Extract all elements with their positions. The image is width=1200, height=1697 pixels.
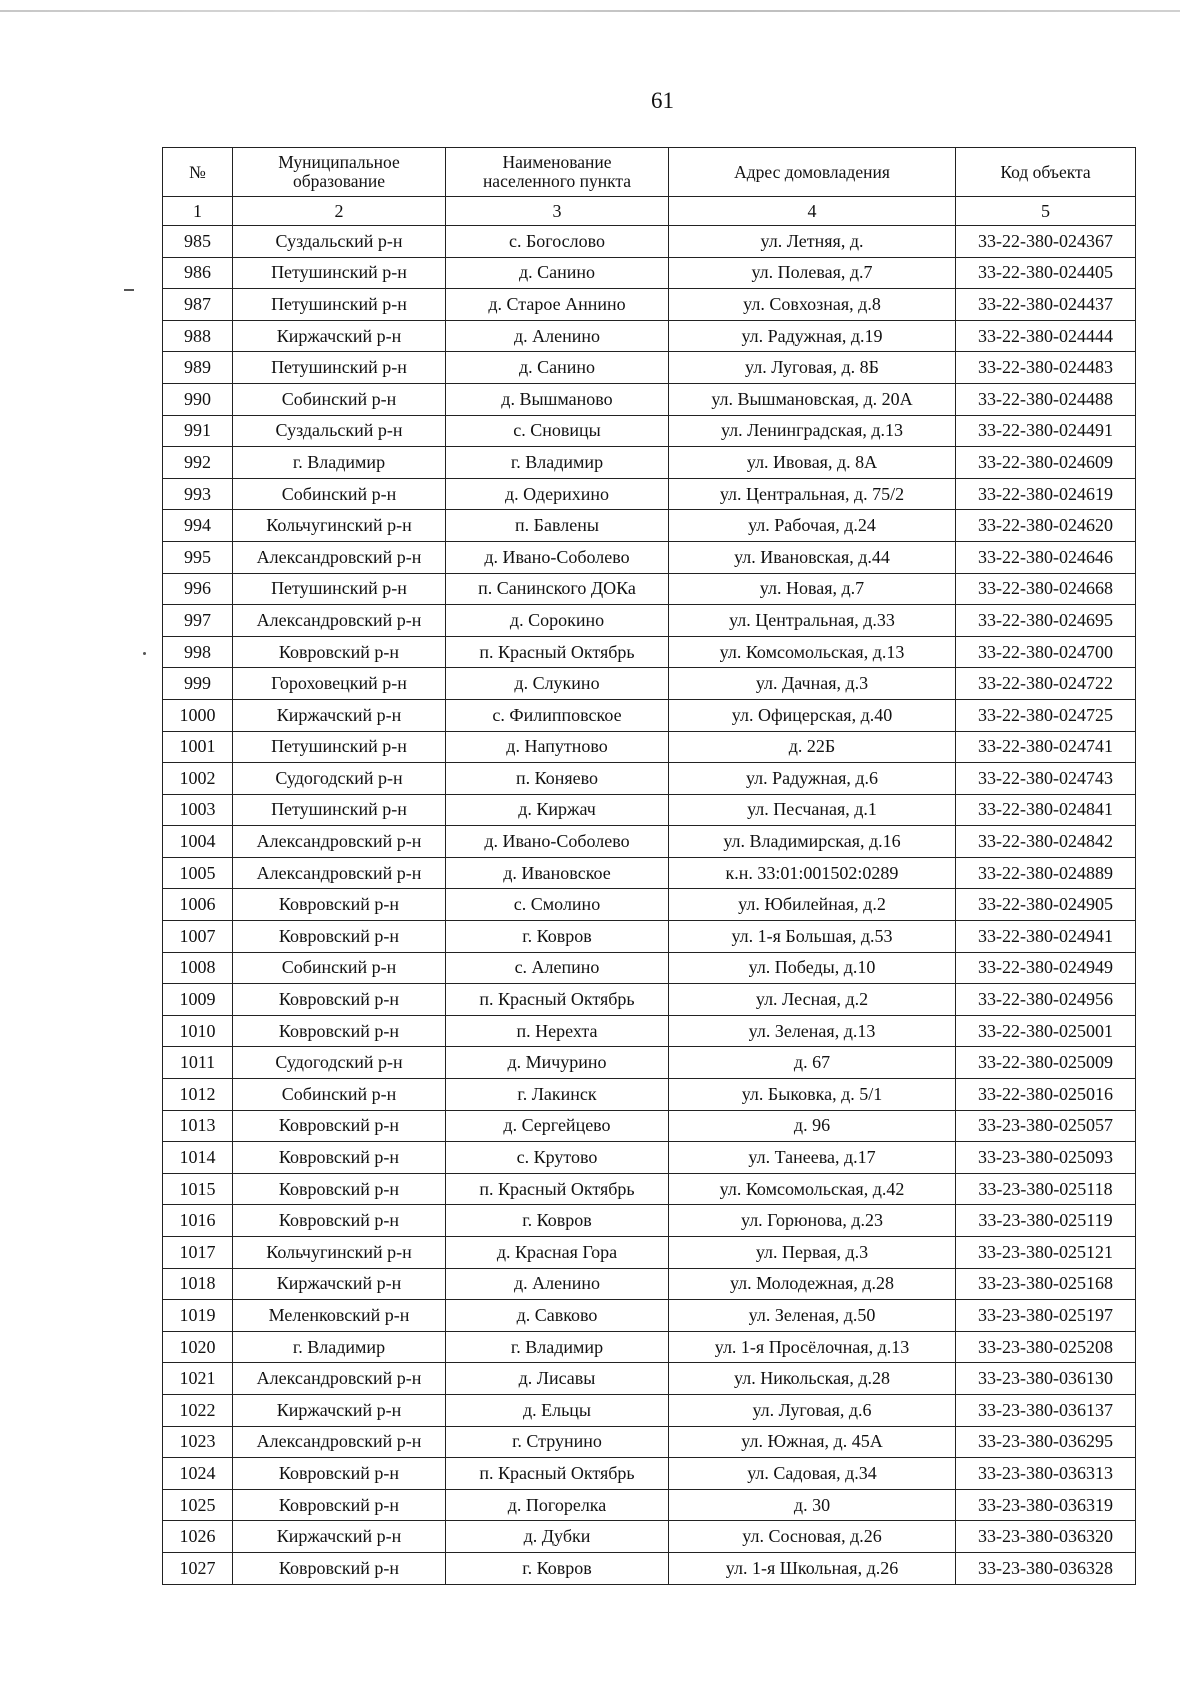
object-code-cell: 33-22-380-024646: [956, 541, 1136, 573]
municipality-cell: Ковровский р-н: [233, 636, 446, 668]
address-cell: ул. Дачная, д.3: [669, 668, 956, 700]
row-number: 1023: [163, 1426, 233, 1458]
municipality-cell: Ковровский р-н: [233, 1142, 446, 1174]
object-code-cell: 33-22-380-024741: [956, 731, 1136, 763]
locality-cell: с. Крутово: [446, 1142, 669, 1174]
municipality-cell: Петушинский р-н: [233, 257, 446, 289]
row-number: 990: [163, 383, 233, 415]
address-cell: ул. Песчаная, д.1: [669, 794, 956, 826]
table-row: [163, 1552, 1136, 1584]
address-cell: ул. Новая, д.7: [669, 573, 956, 605]
object-code-cell: 33-22-380-024725: [956, 699, 1136, 731]
table-row: [163, 352, 1136, 384]
table-row: [163, 921, 1136, 953]
row-number: 988: [163, 320, 233, 352]
table-row: [163, 857, 1136, 889]
locality-cell: г. Ковров: [446, 921, 669, 953]
table-row: [163, 952, 1136, 984]
object-code-cell: 33-22-380-024905: [956, 889, 1136, 921]
object-code-cell: 33-23-380-036320: [956, 1521, 1136, 1553]
municipality-cell: Собинский р-н: [233, 1079, 446, 1111]
locality-cell: п. Красный Октябрь: [446, 636, 669, 668]
locality-cell: г. Ковров: [446, 1552, 669, 1584]
row-number: 986: [163, 257, 233, 289]
row-number: 1026: [163, 1521, 233, 1553]
row-number: 989: [163, 352, 233, 384]
table-row: [163, 1015, 1136, 1047]
table-row: [163, 447, 1136, 479]
locality-cell: д. Старое Аннино: [446, 289, 669, 321]
object-code-cell: 33-23-380-036295: [956, 1426, 1136, 1458]
municipality-cell: Александровский р-н: [233, 541, 446, 573]
address-cell: ул. Комсомольская, д.42: [669, 1173, 956, 1205]
object-code-cell: 33-22-380-024722: [956, 668, 1136, 700]
row-number: 1009: [163, 984, 233, 1016]
header-municipality: [233, 148, 446, 197]
column-number: 1: [163, 197, 233, 226]
table-row: [163, 699, 1136, 731]
object-code-cell: 33-22-380-024700: [956, 636, 1136, 668]
object-code-cell: 33-22-380-024491: [956, 415, 1136, 447]
municipality-cell: Александровский р-н: [233, 1363, 446, 1395]
address-cell: ул. Никольская, д.28: [669, 1363, 956, 1395]
table-row: [163, 826, 1136, 858]
locality-cell: д. Санино: [446, 352, 669, 384]
header-locality: [446, 148, 669, 197]
address-cell: ул. Комсомольская, д.13: [669, 636, 956, 668]
object-code-cell: 33-23-380-025168: [956, 1268, 1136, 1300]
table-row: [163, 1426, 1136, 1458]
table-row: [163, 1300, 1136, 1332]
object-code-cell: 33-22-380-025016: [956, 1079, 1136, 1111]
address-cell: ул. Радужная, д.6: [669, 763, 956, 795]
object-code-cell: 33-22-380-025001: [956, 1015, 1136, 1047]
object-code-cell: 33-23-380-025057: [956, 1110, 1136, 1142]
address-cell: ул. Южная, д. 45А: [669, 1426, 956, 1458]
locality-cell: д. Ельцы: [446, 1394, 669, 1426]
municipality-cell: Александровский р-н: [233, 605, 446, 637]
municipality-cell: Киржачский р-н: [233, 699, 446, 731]
table-row: [163, 415, 1136, 447]
municipality-cell: Киржачский р-н: [233, 1268, 446, 1300]
address-cell: ул. 1-я Школьная, д.26: [669, 1552, 956, 1584]
object-code-cell: 33-22-380-024949: [956, 952, 1136, 984]
address-cell: ул. Сосновая, д.26: [669, 1521, 956, 1553]
header-address: Адрес домовладения: [669, 148, 956, 197]
municipality-cell: Киржачский р-н: [233, 1394, 446, 1426]
table-row: [163, 1047, 1136, 1079]
municipality-cell: Киржачский р-н: [233, 320, 446, 352]
header-object-code: Код объекта: [956, 148, 1136, 197]
table-row: [163, 320, 1136, 352]
table-row: [163, 1458, 1136, 1490]
address-cell: ул. Ленинградская, д.13: [669, 415, 956, 447]
municipality-cell: Ковровский р-н: [233, 1489, 446, 1521]
municipality-cell: Петушинский р-н: [233, 289, 446, 321]
address-cell: ул. Полевая, д.7: [669, 257, 956, 289]
locality-cell: д. Киржач: [446, 794, 669, 826]
table-row: [163, 1110, 1136, 1142]
object-code-cell: 33-23-380-025197: [956, 1300, 1136, 1332]
row-number: 1021: [163, 1363, 233, 1395]
row-number: 1013: [163, 1110, 233, 1142]
municipality-cell: г. Владимир: [233, 1331, 446, 1363]
row-number: 1015: [163, 1173, 233, 1205]
address-cell: ул. Ивановская, д.44: [669, 541, 956, 573]
row-number: 996: [163, 573, 233, 605]
object-code-cell: 33-23-380-025118: [956, 1173, 1136, 1205]
table-row: [163, 1079, 1136, 1111]
row-number: 1027: [163, 1552, 233, 1584]
header-municipality-text: Муниципальное образование: [278, 152, 400, 191]
locality-cell: г. Владимир: [446, 447, 669, 479]
table-row: [163, 478, 1136, 510]
column-number: 4: [669, 197, 956, 226]
table-row: [163, 573, 1136, 605]
object-code-cell: 33-22-380-024620: [956, 510, 1136, 542]
column-number: 5: [956, 197, 1136, 226]
row-number: 993: [163, 478, 233, 510]
locality-cell: д. Слукино: [446, 668, 669, 700]
table-body: [163, 226, 1136, 1585]
table-row: [163, 383, 1136, 415]
address-cell: д. 22Б: [669, 731, 956, 763]
table-row: [163, 984, 1136, 1016]
row-number: 1005: [163, 857, 233, 889]
row-number: 1014: [163, 1142, 233, 1174]
scan-edge-line: [0, 10, 1180, 12]
locality-cell: д. Напутново: [446, 731, 669, 763]
locality-cell: д. Аленино: [446, 1268, 669, 1300]
table-row: [163, 1268, 1136, 1300]
locality-cell: с. Богослово: [446, 226, 669, 258]
locality-cell: п. Нерехта: [446, 1015, 669, 1047]
object-code-cell: 33-22-380-024488: [956, 383, 1136, 415]
locality-cell: г. Струнино: [446, 1426, 669, 1458]
row-number: 1019: [163, 1300, 233, 1332]
locality-cell: д. Сергейцево: [446, 1110, 669, 1142]
locality-cell: д. Аленино: [446, 320, 669, 352]
address-cell: ул. 1-я Большая, д.53: [669, 921, 956, 953]
table-row: [163, 1363, 1136, 1395]
address-cell: ул. Зеленая, д.50: [669, 1300, 956, 1332]
municipality-cell: Ковровский р-н: [233, 1173, 446, 1205]
object-code-cell: 33-22-380-024609: [956, 447, 1136, 479]
municipality-cell: Ковровский р-н: [233, 1015, 446, 1047]
table-row: [163, 226, 1136, 258]
municipality-cell: Петушинский р-н: [233, 352, 446, 384]
row-number: 994: [163, 510, 233, 542]
object-code-cell: 33-23-380-036319: [956, 1489, 1136, 1521]
table-row: [163, 1173, 1136, 1205]
municipality-cell: Петушинский р-н: [233, 731, 446, 763]
table-row: [163, 605, 1136, 637]
municipality-cell: Ковровский р-н: [233, 1205, 446, 1237]
row-number: 1006: [163, 889, 233, 921]
locality-cell: д. Савково: [446, 1300, 669, 1332]
object-code-cell: 33-23-380-036313: [956, 1458, 1136, 1490]
locality-cell: д. Вышманово: [446, 383, 669, 415]
address-cell: ул. Горюнова, д.23: [669, 1205, 956, 1237]
address-cell: ул. Владимирская, д.16: [669, 826, 956, 858]
row-number: 1018: [163, 1268, 233, 1300]
locality-cell: д. Ивано-Соболево: [446, 826, 669, 858]
address-table: [162, 147, 1136, 1585]
locality-cell: п. Красный Октябрь: [446, 1458, 669, 1490]
object-code-cell: 33-23-380-036137: [956, 1394, 1136, 1426]
row-number: 997: [163, 605, 233, 637]
table-row: [163, 794, 1136, 826]
table-row: [163, 1331, 1136, 1363]
object-code-cell: 33-22-380-024743: [956, 763, 1136, 795]
municipality-cell: Александровский р-н: [233, 1426, 446, 1458]
object-code-cell: 33-22-380-024437: [956, 289, 1136, 321]
address-cell: ул. Быковка, д. 5/1: [669, 1079, 956, 1111]
municipality-cell: Судогодский р-н: [233, 763, 446, 795]
municipality-cell: Собинский р-н: [233, 478, 446, 510]
table-row: [163, 1394, 1136, 1426]
address-cell: ул. Юбилейная, д.2: [669, 889, 956, 921]
table-row: [163, 510, 1136, 542]
column-number-row: [163, 197, 1136, 226]
locality-cell: г. Лакинск: [446, 1079, 669, 1111]
locality-cell: д. Лисавы: [446, 1363, 669, 1395]
municipality-cell: Собинский р-н: [233, 383, 446, 415]
municipality-cell: г. Владимир: [233, 447, 446, 479]
row-number: 999: [163, 668, 233, 700]
object-code-cell: 33-22-380-024619: [956, 478, 1136, 510]
row-number: 1011: [163, 1047, 233, 1079]
row-number: 987: [163, 289, 233, 321]
locality-cell: п. Санинского ДОКа: [446, 573, 669, 605]
table-row: [163, 889, 1136, 921]
header-locality-text: Наименование населенного пункта: [482, 152, 632, 191]
row-number: 1017: [163, 1237, 233, 1269]
municipality-cell: Суздальский р-н: [233, 415, 446, 447]
object-code-cell: 33-22-380-024405: [956, 257, 1136, 289]
locality-cell: п. Бавлены: [446, 510, 669, 542]
address-cell: ул. Танеева, д.17: [669, 1142, 956, 1174]
municipality-cell: Меленковский р-н: [233, 1300, 446, 1332]
object-code-cell: 33-23-380-025093: [956, 1142, 1136, 1174]
municipality-cell: Петушинский р-н: [233, 573, 446, 605]
table-row: [163, 257, 1136, 289]
municipality-cell: Ковровский р-н: [233, 984, 446, 1016]
address-cell: ул. Луговая, д. 8Б: [669, 352, 956, 384]
locality-cell: д. Одерихино: [446, 478, 669, 510]
address-cell: ул. Вышмановская, д. 20А: [669, 383, 956, 415]
object-code-cell: 33-23-380-025119: [956, 1205, 1136, 1237]
municipality-cell: Ковровский р-н: [233, 889, 446, 921]
address-cell: ул. Ивовая, д. 8А: [669, 447, 956, 479]
object-code-cell: 33-23-380-025121: [956, 1237, 1136, 1269]
locality-cell: д. Ивановское: [446, 857, 669, 889]
object-code-cell: 33-22-380-024842: [956, 826, 1136, 858]
address-cell: ул. Молодежная, д.28: [669, 1268, 956, 1300]
table-row: [163, 668, 1136, 700]
object-code-cell: 33-22-380-024367: [956, 226, 1136, 258]
object-code-cell: 33-23-380-036130: [956, 1363, 1136, 1395]
row-number: 1007: [163, 921, 233, 953]
address-cell: ул. Садовая, д.34: [669, 1458, 956, 1490]
row-number: 1001: [163, 731, 233, 763]
column-number: 2: [233, 197, 446, 226]
column-number: 3: [446, 197, 669, 226]
municipality-cell: Ковровский р-н: [233, 1552, 446, 1584]
address-cell: ул. Центральная, д.33: [669, 605, 956, 637]
municipality-cell: Александровский р-н: [233, 826, 446, 858]
table-row: [163, 289, 1136, 321]
locality-cell: д. Красная Гора: [446, 1237, 669, 1269]
object-code-cell: 33-22-380-024956: [956, 984, 1136, 1016]
locality-cell: д. Ивано-Соболево: [446, 541, 669, 573]
row-number: 1002: [163, 763, 233, 795]
municipality-cell: Гороховецкий р-н: [233, 668, 446, 700]
locality-cell: д. Погорелка: [446, 1489, 669, 1521]
row-number: 1024: [163, 1458, 233, 1490]
row-number: 991: [163, 415, 233, 447]
address-cell: ул. Лесная, д.2: [669, 984, 956, 1016]
address-cell: ул. Летняя, д.: [669, 226, 956, 258]
locality-cell: г. Ковров: [446, 1205, 669, 1237]
municipality-cell: Ковровский р-н: [233, 1110, 446, 1142]
address-cell: ул. Первая, д.3: [669, 1237, 956, 1269]
address-cell: ул. 1-я Просёлочная, д.13: [669, 1331, 956, 1363]
object-code-cell: 33-22-380-024483: [956, 352, 1136, 384]
object-code-cell: 33-22-380-024841: [956, 794, 1136, 826]
address-cell: д. 96: [669, 1110, 956, 1142]
address-cell: д. 67: [669, 1047, 956, 1079]
address-cell: к.н. 33:01:001502:0289: [669, 857, 956, 889]
municipality-cell: Суздальский р-н: [233, 226, 446, 258]
object-code-cell: 33-23-380-025208: [956, 1331, 1136, 1363]
table-row: [163, 1205, 1136, 1237]
row-number: 998: [163, 636, 233, 668]
row-number: 992: [163, 447, 233, 479]
object-code-cell: 33-22-380-025009: [956, 1047, 1136, 1079]
table-row: [163, 1142, 1136, 1174]
table-row: [163, 1521, 1136, 1553]
address-cell: ул. Офицерская, д.40: [669, 699, 956, 731]
object-code-cell: 33-23-380-036328: [956, 1552, 1136, 1584]
locality-cell: д. Мичурино: [446, 1047, 669, 1079]
municipality-cell: Петушинский р-н: [233, 794, 446, 826]
table-row: [163, 763, 1136, 795]
address-cell: ул. Зеленая, д.13: [669, 1015, 956, 1047]
locality-cell: с. Филипповское: [446, 699, 669, 731]
municipality-cell: Ковровский р-н: [233, 921, 446, 953]
address-cell: ул. Радужная, д.19: [669, 320, 956, 352]
municipality-cell: Киржачский р-н: [233, 1521, 446, 1553]
locality-cell: п. Коняево: [446, 763, 669, 795]
object-code-cell: 33-22-380-024941: [956, 921, 1136, 953]
table-header-row: [163, 148, 1136, 197]
municipality-cell: Александровский р-н: [233, 857, 446, 889]
row-number: 1022: [163, 1394, 233, 1426]
row-number: 1008: [163, 952, 233, 984]
row-number: 1010: [163, 1015, 233, 1047]
row-number: 995: [163, 541, 233, 573]
locality-cell: г. Владимир: [446, 1331, 669, 1363]
row-number: 1004: [163, 826, 233, 858]
page-number: 61: [651, 88, 674, 113]
municipality-cell: Собинский р-н: [233, 952, 446, 984]
address-cell: ул. Рабочая, д.24: [669, 510, 956, 542]
object-code-cell: 33-22-380-024695: [956, 605, 1136, 637]
locality-cell: с. Сновицы: [446, 415, 669, 447]
locality-cell: с. Смолино: [446, 889, 669, 921]
locality-cell: д. Сорокино: [446, 605, 669, 637]
municipality-cell: Судогодский р-н: [233, 1047, 446, 1079]
locality-cell: д. Санино: [446, 257, 669, 289]
object-code-cell: 33-22-380-024889: [956, 857, 1136, 889]
table-row: [163, 1489, 1136, 1521]
row-number: 1003: [163, 794, 233, 826]
address-cell: ул. Победы, д.10: [669, 952, 956, 984]
locality-cell: с. Алепино: [446, 952, 669, 984]
table-row: [163, 1237, 1136, 1269]
locality-cell: п. Красный Октябрь: [446, 984, 669, 1016]
row-number: 1016: [163, 1205, 233, 1237]
row-number: 1012: [163, 1079, 233, 1111]
address-cell: ул. Центральная, д. 75/2: [669, 478, 956, 510]
header-number: №: [163, 148, 233, 197]
scan-speck: [124, 289, 134, 291]
address-cell: ул. Совхозная, д.8: [669, 289, 956, 321]
table-row: [163, 541, 1136, 573]
row-number: 1020: [163, 1331, 233, 1363]
table-row: [163, 636, 1136, 668]
object-code-cell: 33-22-380-024444: [956, 320, 1136, 352]
row-number: 1000: [163, 699, 233, 731]
municipality-cell: Кольчугинский р-н: [233, 1237, 446, 1269]
table-row: [163, 731, 1136, 763]
object-code-cell: 33-22-380-024668: [956, 573, 1136, 605]
scan-speck: [143, 652, 146, 655]
locality-cell: д. Дубки: [446, 1521, 669, 1553]
row-number: 1025: [163, 1489, 233, 1521]
municipality-cell: Кольчугинский р-н: [233, 510, 446, 542]
address-cell: ул. Луговая, д.6: [669, 1394, 956, 1426]
row-number: 985: [163, 226, 233, 258]
locality-cell: п. Красный Октябрь: [446, 1173, 669, 1205]
municipality-cell: Ковровский р-н: [233, 1458, 446, 1490]
address-cell: д. 30: [669, 1489, 956, 1521]
